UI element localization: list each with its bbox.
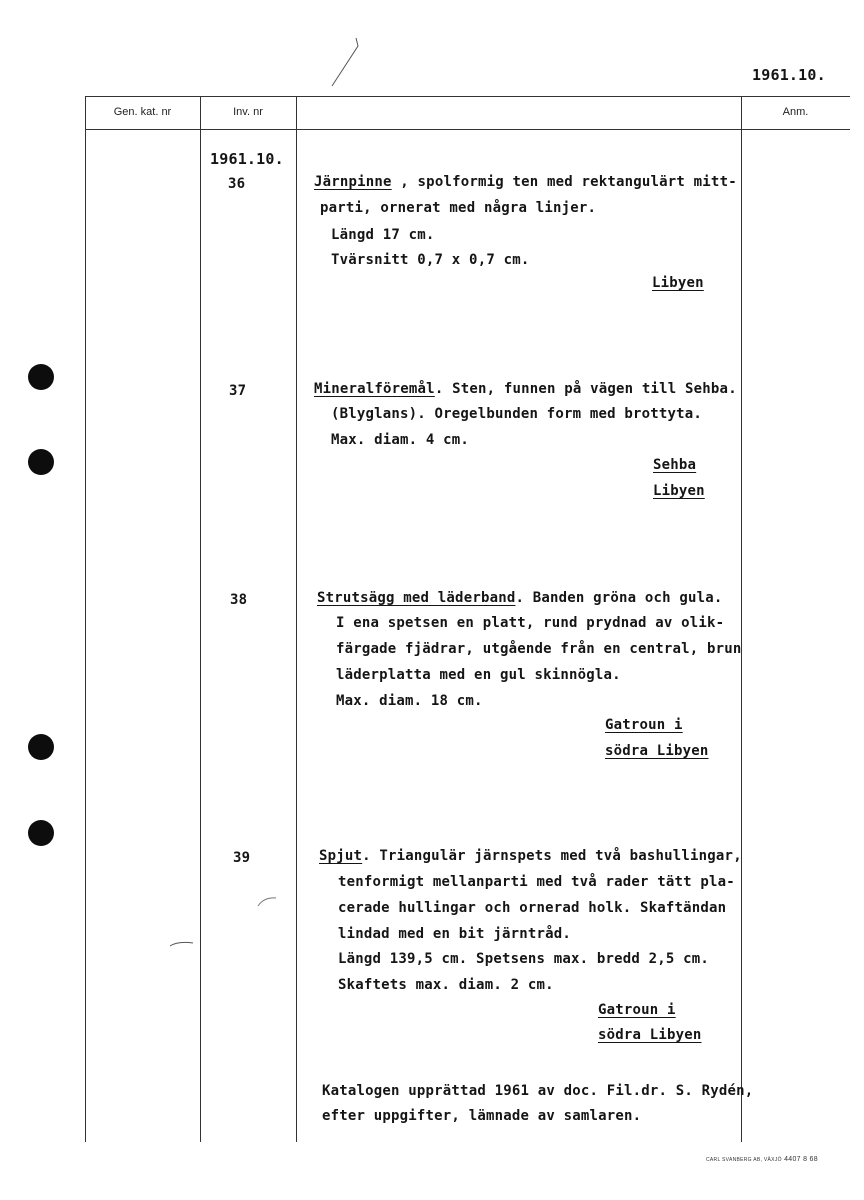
- entry-text: . Banden gröna och gula.: [515, 590, 723, 606]
- entry-line: I ena spetsen en platt, rund prydnad av olik-: [336, 615, 725, 631]
- entry-line: [314, 381, 737, 397]
- punch-hole: [28, 734, 54, 760]
- inventory-number: 36: [228, 176, 246, 192]
- entry-title: Mineralföremål: [314, 381, 435, 397]
- inventory-number: 39: [233, 850, 251, 866]
- entry-line: [319, 848, 742, 864]
- entry-line: tenformigt mellanparti med två rader tätt pla-: [338, 874, 735, 890]
- place-name: Libyen: [653, 483, 705, 499]
- entry-text: , spolformig ten med rektangulärt mitt-: [391, 174, 737, 190]
- stray-mark: [168, 938, 196, 950]
- place-name: södra Libyen: [605, 743, 709, 759]
- entry-line: parti, ornerat med några linjer.: [320, 200, 597, 216]
- entry-line: Skaftets max. diam. 2 cm.: [338, 977, 554, 993]
- entry-line: (Blyglans). Oregelbunden form med brottyta.: [331, 406, 703, 422]
- header-anm: Anm.: [782, 106, 809, 118]
- page-number: 1961.10.: [752, 66, 826, 84]
- closing-line: efter uppgifter, lämnade av samlaren.: [322, 1108, 642, 1124]
- entry-line: färgade fjädrar, utgående från en central, brun: [336, 641, 742, 657]
- entry-line: Tvärsnitt 0,7 x 0,7 cm.: [331, 252, 530, 268]
- place-name: Gatroun i: [605, 717, 683, 733]
- entry-title: Järnpinne: [314, 174, 392, 190]
- entry-line: Längd 17 cm.: [331, 227, 435, 243]
- entry-line: cerade hullingar och ornerad holk. Skaftändan: [338, 900, 727, 916]
- punch-hole: [28, 449, 54, 475]
- entry-line: lindad med en bit järntråd.: [338, 926, 571, 942]
- entry-title: Spjut: [319, 848, 363, 864]
- entry-line: [317, 590, 723, 606]
- entry-line: [314, 174, 737, 190]
- printer-name: CARL SVANBERG AB, VÄXJÖ: [706, 1157, 782, 1163]
- entry-line: läderplatta med en gul skinnögla.: [336, 667, 621, 683]
- entry-text: . Sten, funnen på vägen till Sehba.: [434, 381, 737, 397]
- header-gen-kat-nr: Gen. kat. nr: [113, 106, 172, 118]
- place-name: Gatroun i: [598, 1002, 676, 1018]
- inventory-number: 37: [229, 383, 247, 399]
- series-label: 1961.10.: [210, 150, 284, 168]
- stray-mark: [256, 894, 280, 910]
- inventory-number: 38: [230, 592, 248, 608]
- column-divider: [741, 96, 742, 1142]
- place-name: Libyen: [652, 275, 704, 291]
- pen-stroke-mark: [318, 34, 368, 94]
- place-name: södra Libyen: [598, 1027, 702, 1043]
- form-code: 4407 8 68: [784, 1156, 818, 1163]
- entry-text: . Triangulär järnspets med två bashullingar,: [362, 848, 742, 864]
- header-inv-nr: Inv. nr: [233, 106, 263, 118]
- printer-imprint: [706, 1156, 818, 1163]
- entry-title: Strutsägg med läderband: [317, 590, 516, 606]
- entry-line: Max. diam. 18 cm.: [336, 693, 483, 709]
- closing-line: Katalogen upprättad 1961 av doc. Fil.dr. S. Rydén,: [322, 1083, 754, 1099]
- place-name: Sehba: [653, 457, 697, 473]
- punch-hole: [28, 820, 54, 846]
- punch-hole: [28, 364, 54, 390]
- entry-line: Längd 139,5 cm. Spetsens max. bredd 2,5 cm.: [338, 951, 710, 967]
- entry-line: Max. diam. 4 cm.: [331, 432, 470, 448]
- column-divider: [200, 96, 201, 1142]
- column-divider: [296, 96, 297, 1142]
- column-divider: [85, 96, 86, 1142]
